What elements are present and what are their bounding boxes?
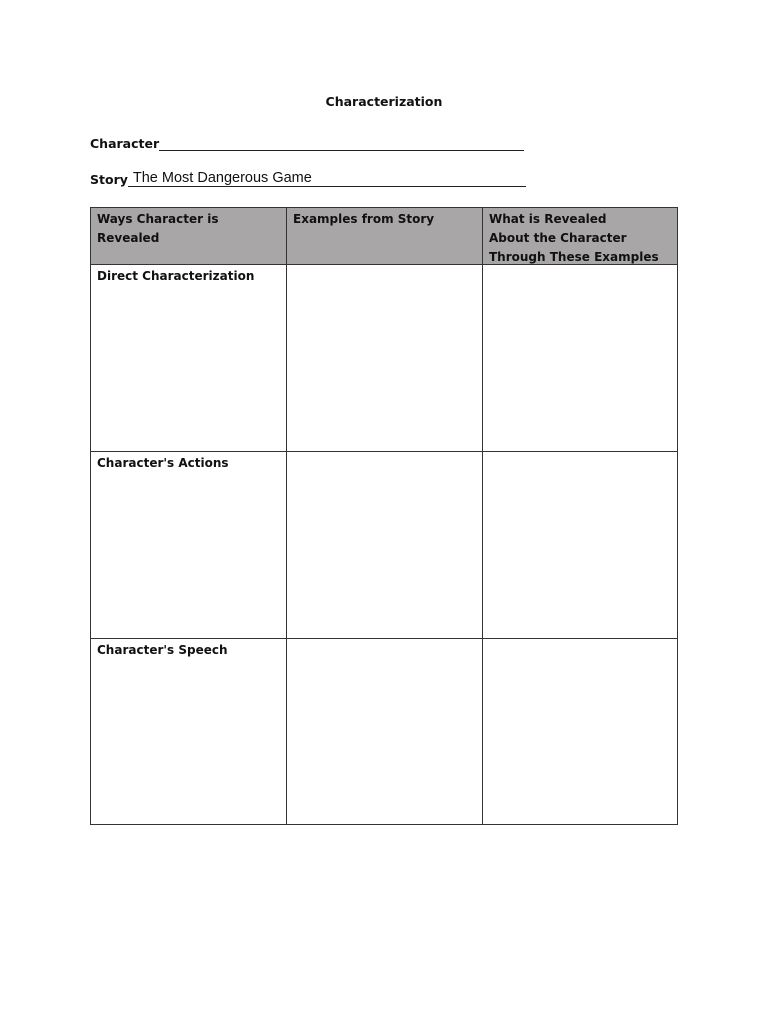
revealed-cell-characters-actions[interactable]	[483, 452, 677, 639]
header-ways-revealed	[91, 208, 287, 265]
row-label-characters-speech: Character's Speech	[91, 639, 287, 824]
character-input-line[interactable]	[159, 133, 524, 151]
characterization-table	[90, 207, 678, 825]
character-label: Character	[90, 136, 160, 151]
examples-cell-direct-characterization[interactable]	[287, 265, 483, 452]
header-line: Through These Examples	[489, 250, 659, 264]
story-field-row	[90, 169, 526, 187]
header-line: Ways Character is Revealed	[97, 212, 219, 245]
header-line: About the Character	[489, 231, 627, 245]
header-what-revealed	[483, 208, 677, 265]
header-examples	[287, 208, 483, 265]
examples-cell-characters-actions[interactable]	[287, 452, 483, 639]
row-label-characters-actions: Character's Actions	[91, 452, 287, 639]
header-line: What is Revealed	[489, 212, 607, 226]
examples-cell-characters-speech[interactable]	[287, 639, 483, 824]
story-value: The Most Dangerous Game	[132, 170, 312, 186]
story-input-line[interactable]	[128, 169, 526, 187]
character-field-row	[90, 133, 524, 151]
revealed-cell-characters-speech[interactable]	[483, 639, 677, 824]
revealed-cell-direct-characterization[interactable]	[483, 265, 677, 452]
header-line: Examples from Story	[293, 212, 435, 226]
worksheet-title: Characterization	[325, 94, 443, 109]
row-label-direct-characterization: Direct Characterization	[91, 265, 287, 452]
story-label: Story	[90, 172, 128, 187]
